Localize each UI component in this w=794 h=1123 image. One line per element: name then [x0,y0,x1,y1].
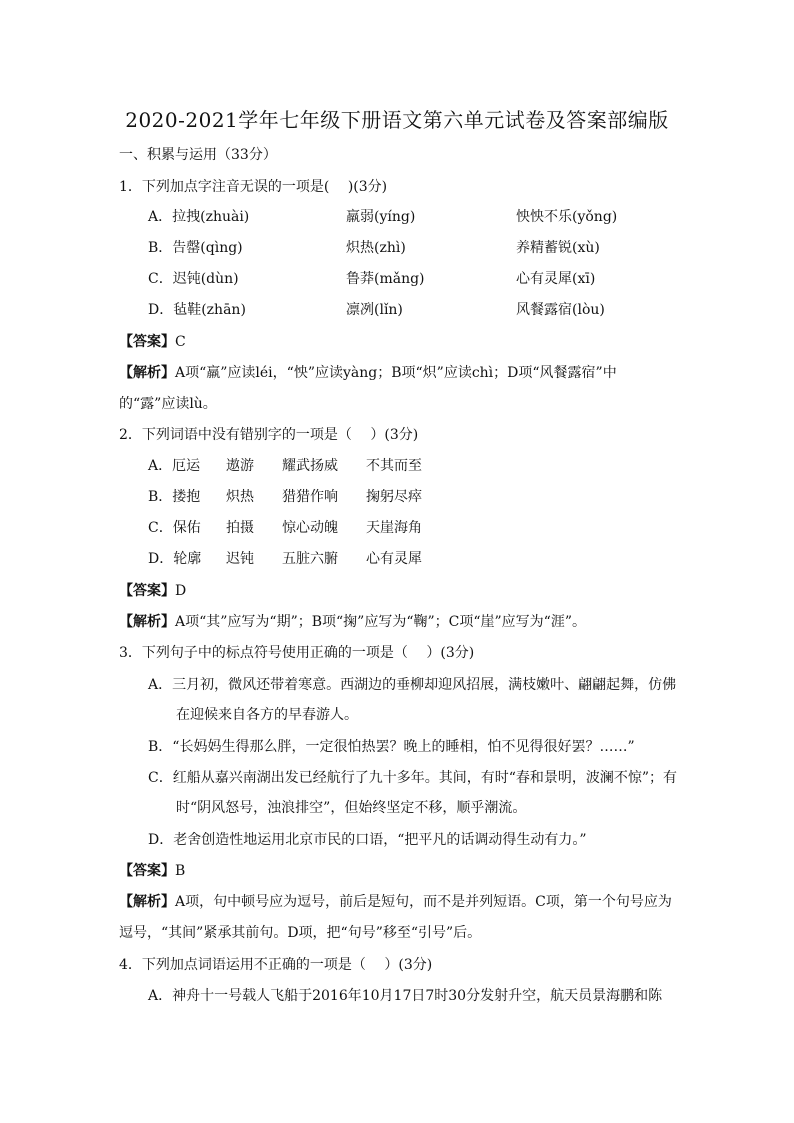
answer-value: D [175,583,187,599]
q1-option-c-1: C．迟钝(dùn) [148,271,239,287]
q2-option-c-4: 天崖海角 [366,520,422,536]
q3-option-d-line-1: D．老舍创造性地运用北京市民的口语，“把平凡的话调动得生动有力。” [148,832,587,848]
q2-option-d-1: D．轮廓 [148,551,202,567]
q1-option-d-1: D．毡鞋(zhān) [148,302,246,318]
q1-option-d-2: 凛冽(lǐn) [346,302,403,318]
analysis-text: A项，句中顿号应为逗号，前后是短句，而不是并列短语。C项，第一个句号应为 [175,894,672,910]
q1-option-b-2: 炽热(zhì) [346,240,406,256]
answer-tag: 【答案】 [119,583,175,599]
q2-option-d-2: 迟钝 [226,551,254,567]
question-4-stem: 4．下列加点词语运用不正确的一项是（ ）(3分) [119,957,433,973]
answer-tag: 【答案】 [119,334,175,350]
analysis-tag: 【解析】 [119,614,175,630]
q1-option-c-2: 鲁莽(mǎng) [346,271,425,287]
q2-option-a-1: A．厄运 [148,458,201,474]
section-heading: 一、积累与运用（33分） [119,147,277,163]
analysis-text: A项“羸”应读léi，“怏”应读yàng；B项“炽”应读chì；D项“风餐露宿”中 [175,365,617,381]
q1-option-c-3: 心有灵犀(xī) [516,271,596,287]
q2-option-c-1: C．保佑 [148,520,201,536]
analysis-text: A项“其”应写为“期”；B项“掬”应写为“鞠”；C项“崖”应写为“涯”。 [175,614,586,630]
analysis-tag: 【解析】 [119,365,175,381]
q1-option-a-2: 羸弱(yíng) [346,209,416,225]
q2-option-c-3: 惊心动魄 [282,520,338,536]
q2-option-b-4: 掬躬尽瘁 [366,489,422,505]
q3-option-b-line-1: B．“长妈妈生得那么胖，一定很怕热罢？晚上的睡相，怕不见得很好罢？……” [148,739,635,755]
question-2-stem: 2．下列词语中没有错别字的一项是（ ）(3分) [119,427,419,443]
q1-option-b-1: B．告罄(qìng) [148,240,243,256]
q1-analysis-line-2: 的“露”应读lù。 [119,396,217,412]
q3-option-a-line-1: A．三月初，微风还带着寒意。西湖边的垂柳却迎风招展，满枝嫩叶、翩翩起舞，仿佛 [148,677,677,693]
q1-option-a-1: A．拉拽(zhuài) [148,209,250,225]
q3-analysis-line-1 [119,892,672,912]
q1-analysis-line-1 [119,363,617,383]
q1-option-a-3: 怏怏不乐(yǒng) [516,209,618,225]
q2-option-d-4: 心有灵犀 [366,551,422,567]
q1-option-b-3: 养精蓄锐(xù) [516,240,600,256]
q2-option-a-2: 遨游 [226,458,254,474]
q2-answer [119,581,186,601]
q2-option-b-2: 炽热 [226,489,254,505]
q2-option-b-1: B．搂抱 [148,489,201,505]
q2-option-a-4: 不其而至 [366,458,422,474]
q3-option-a-line-2: 在迎候来自各方的早春游人。 [176,707,358,723]
q2-option-c-2: 拍摄 [226,520,254,536]
analysis-tag: 【解析】 [119,894,175,910]
q1-option-d-3: 风餐露宿(lòu) [516,302,605,318]
q2-option-a-3: 耀武扬威 [282,458,338,474]
question-3-stem: 3．下列句子中的标点符号使用正确的一项是（ ）(3分) [119,645,475,661]
q2-analysis-line-1 [119,612,586,632]
q4-option-a-line-1: A．神舟十一号载人飞船于2016年10月17日7时30分发射升空，航天员景海鹏和陈 [148,988,663,1004]
page-title: 2020-2021学年七年级下册语文第六单元试卷及答案部编版 [125,108,669,132]
q2-option-d-3: 五脏六腑 [282,551,338,567]
q3-option-c-line-1: C．红船从嘉兴南湖出发已经航行了九十多年。其间，有时“春和景明，波澜不惊”；有 [148,770,678,786]
q3-option-c-line-2: 时“阴风怒号，浊浪排空”，但始终坚定不移，顺乎潮流。 [176,800,527,816]
q3-answer [119,861,185,881]
q2-option-b-3: 猎猎作响 [282,489,338,505]
q3-analysis-line-2: 逗号，“其间”紧承其前句。D项，把“句号”移至“引号”后。 [119,925,482,941]
q1-answer [119,332,186,352]
question-1-stem: 1．下列加点字注音无误的一项是( )(3分) [119,179,388,195]
answer-value: B [175,863,186,879]
answer-tag: 【答案】 [119,863,175,879]
answer-value: C [175,334,186,350]
